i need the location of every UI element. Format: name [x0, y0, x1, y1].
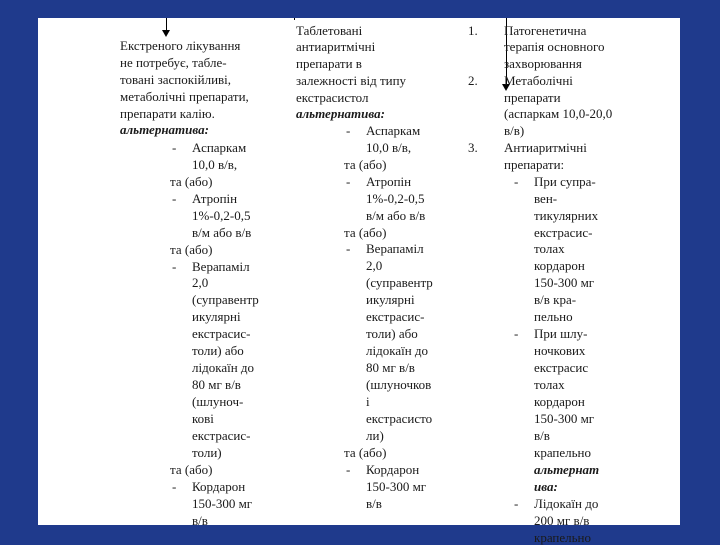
col3-line-30: крапельно	[534, 445, 592, 460]
col1-line-26: екстрасис-	[192, 428, 251, 443]
col1-line-18: (суправентр	[192, 292, 259, 307]
col2-line-21: толи) або	[366, 326, 418, 341]
col2-line-29: -	[346, 462, 351, 477]
col3-line-11: препарати:	[504, 157, 565, 172]
col1-line-6: -	[172, 140, 177, 155]
col2-line-19: икулярні	[366, 292, 415, 307]
col1-line-12: 1%-0,2-0,5	[192, 208, 251, 223]
col2-line-9: та (або)	[344, 157, 387, 172]
col3-line-8: в/в)	[504, 123, 525, 138]
col2-line-22: лідокаїн до	[366, 343, 429, 358]
col3-line-14: вен-	[534, 191, 558, 206]
col2-line-23: 80 мг в/в	[366, 360, 415, 375]
col2-line-25: і	[366, 394, 370, 409]
col1-line-23: 80 мг в/в	[192, 377, 241, 392]
col3-line-23: При шлу-	[534, 326, 588, 341]
col2-line-1: антиаритмічні	[296, 39, 376, 54]
col1-line-9: та (або)	[170, 174, 213, 189]
col1-line-10: -	[172, 191, 177, 206]
col1-line-25: кові	[192, 411, 214, 426]
col3-line-7: (аспаркам 10,0-20,0	[504, 106, 613, 121]
col2-line-28: та (або)	[344, 445, 387, 460]
col3-line-3: захворювання	[504, 56, 582, 71]
col3-line-32: ива:	[534, 479, 558, 494]
col2-line-16: Верапаміл	[366, 241, 424, 256]
col3-line-5: Метаболічні	[504, 73, 573, 88]
col2-line-5: альтернатива:	[296, 106, 385, 121]
col2-line-7: Аспаркам	[366, 123, 421, 138]
col3-line-16: екстрасис-	[534, 225, 593, 240]
col2-line-27: ли)	[366, 428, 384, 443]
col1-line-19: икулярні	[192, 309, 241, 324]
col3-line-2: терапія основного	[504, 39, 605, 54]
col3-line-18: кордарон	[534, 258, 585, 273]
col2-line-31: 150-300 мг	[366, 479, 427, 494]
col1-line-2: товані заспокійливі,	[120, 72, 232, 87]
col1-line-4: препарати калію.	[120, 106, 215, 121]
col1-line-7: Аспаркам	[192, 140, 247, 155]
col3-line-4: 2.	[468, 73, 478, 88]
col3-line-33: -	[514, 496, 519, 511]
col3-line-26: толах	[534, 377, 565, 392]
col3-line-29: в/в	[534, 428, 550, 443]
col2-line-11: Атропін	[366, 174, 412, 189]
col1-line-32: в/в	[192, 513, 208, 528]
col3-line-9: 3.	[468, 140, 478, 155]
arrow-left-head-icon	[162, 30, 170, 37]
col2-line-18: (суправентр	[366, 275, 433, 290]
col1-line-14: та (або)	[170, 242, 213, 257]
col2-line-30: Кордарон	[366, 462, 420, 477]
col1-line-1: не потребує, табле-	[120, 55, 227, 70]
col3-line-28: 150-300 мг	[534, 411, 595, 426]
document-page	[38, 18, 680, 545]
col2-line-0: Таблетовані	[296, 23, 363, 38]
col3-line-12: -	[514, 174, 519, 189]
col3-line-15: тикулярних	[534, 208, 599, 223]
col3-line-20: в/в кра-	[534, 292, 577, 307]
col3-line-0: 1.	[468, 23, 478, 38]
col2-line-6: -	[346, 123, 351, 138]
col1-line-24: (шлуноч-	[192, 394, 244, 409]
col3-line-25: екстрасис	[534, 360, 589, 375]
col2-line-20: екстрасис-	[366, 309, 425, 324]
col3-line-34: Лідокаїн до	[534, 496, 599, 511]
col2-line-4: екстрасистол	[296, 90, 369, 105]
col3-line-6: препарати	[504, 90, 561, 105]
col3-line-36: крапельно	[534, 530, 592, 545]
col2-line-15: -	[346, 241, 351, 256]
col2-line-17: 2,0	[366, 258, 383, 273]
col1-line-11: Атропін	[192, 191, 238, 206]
col1-line-29: -	[172, 479, 177, 494]
col3-line-24: ночкових	[534, 343, 586, 358]
col3-line-19: 150-300 мг	[534, 275, 595, 290]
col3-line-35: 200 мг в/в	[534, 513, 590, 528]
col1-line-0: Екстреного лікування	[120, 38, 241, 53]
col1-line-31: 150-300 мг	[192, 496, 253, 511]
col3-line-27: кордарон	[534, 394, 585, 409]
col3-line-13: При супра-	[534, 174, 596, 189]
col1-line-8: 10,0 в/в,	[192, 157, 238, 172]
arrow-middle-line	[294, 18, 295, 20]
col2-line-14: та (або)	[344, 225, 387, 240]
col1-line-13: в/м або в/в	[192, 225, 252, 240]
col1-line-20: екстрасис-	[192, 326, 251, 341]
col1-line-21: толи) або	[192, 343, 244, 358]
col2-line-26: екстрасисто	[366, 411, 433, 426]
col3-line-10: Антиаритмічні	[504, 140, 587, 155]
col2-line-3: залежності від типу	[296, 73, 407, 88]
col3-line-17: толах	[534, 241, 565, 256]
col2-line-8: 10,0 в/в,	[366, 140, 412, 155]
col2-line-12: 1%-0,2-0,5	[366, 191, 425, 206]
col3-line-22: -	[514, 326, 519, 341]
col1-line-27: толи)	[192, 445, 222, 460]
col1-line-3: метаболічні препарати,	[120, 89, 249, 104]
col2-line-10: -	[346, 174, 351, 189]
col1-line-16: Верапаміл	[192, 259, 250, 274]
col1-line-22: лідокаїн до	[192, 360, 255, 375]
col1-line-17: 2,0	[192, 275, 209, 290]
col2-line-13: в/м або в/в	[366, 208, 426, 223]
col3-line-31: альтернат	[534, 462, 600, 477]
col3-line-1: Патогенетична	[504, 23, 587, 38]
col1-line-30: Кордарон	[192, 479, 246, 494]
col3-line-21: пельно	[534, 309, 573, 324]
col2-line-32: в/в	[366, 496, 382, 511]
col2-line-2: препарати в	[296, 56, 362, 71]
col1-line-28: та (або)	[170, 462, 213, 477]
col1-line-5: альтернатива:	[120, 122, 209, 137]
col1-line-15: -	[172, 259, 177, 274]
col2-line-24: (шлуночков	[366, 377, 432, 392]
